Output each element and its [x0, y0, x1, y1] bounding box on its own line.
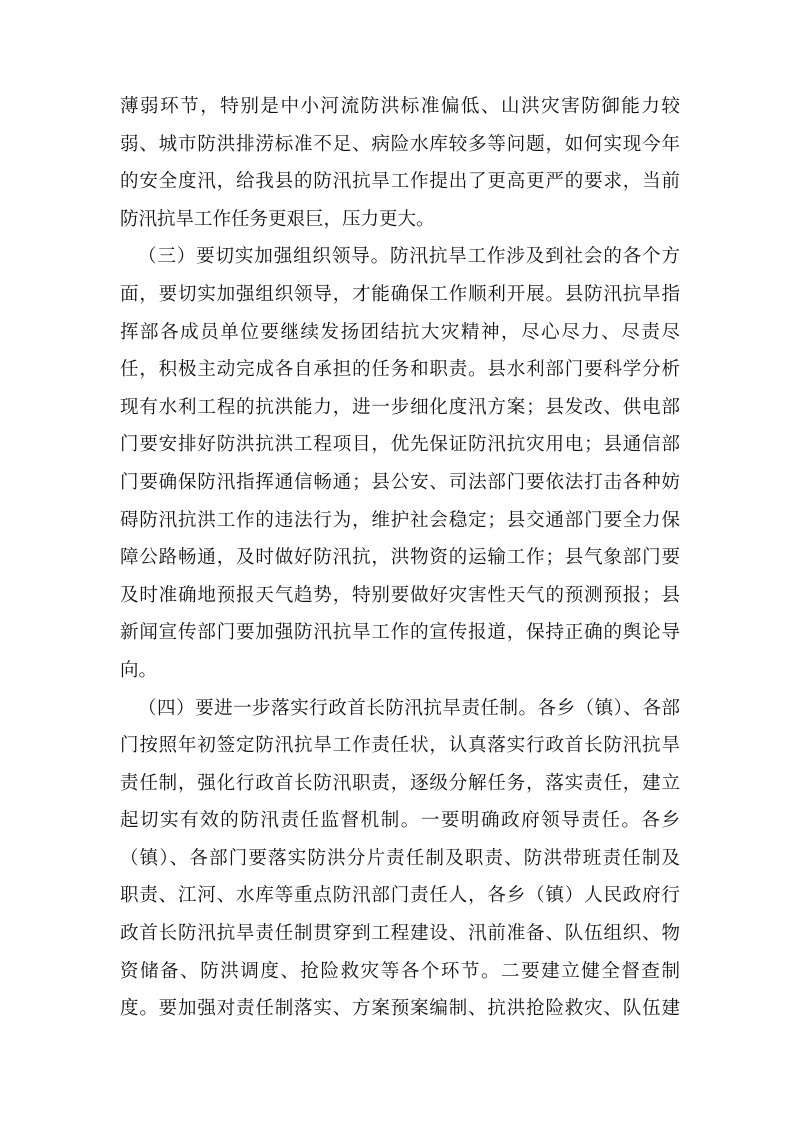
text-line: 挥部各成员单位要继续发扬团结抗大灾精神，尽心尽力、尽责尽	[120, 321, 680, 343]
text-line: 资储备、防洪调度、抢险救灾等各个环节。二要建立健全督查制	[120, 960, 680, 982]
text-line: 及时准确地预报天气趋势，特别要做好灾害性天气的预测预报；县	[120, 584, 680, 606]
text-line: 障公路畅通，及时做好防汛抗，洪物资的运输工作；县气象部门要	[120, 547, 680, 569]
document-body	[120, 88, 680, 1028]
text-line: 责任制，强化行政首长防汛职责，逐级分解任务，落实责任，建立	[120, 772, 680, 794]
text-line: （三）要切实加强组织领导。防汛抗旱工作涉及到社会的各个方	[138, 246, 680, 268]
text-line: 门要确保防汛指挥通信畅通；县公安、司法部门要依法打击各种妨	[120, 471, 680, 493]
text-line: 门要安排好防洪抗洪工程项目，优先保证防汛抗灾用电；县通信部	[120, 434, 680, 456]
text-line: （四）要进一步落实行政首长防汛抗旱责任制。各乡（镇）、各部	[138, 697, 680, 719]
text-line: 起切实有效的防汛责任监督机制。一要明确政府领导责任。各乡	[120, 810, 680, 832]
text-line: 的安全度汛，给我县的防汛抗旱工作提出了更高更严的要求，当前	[120, 171, 680, 193]
text-line: 面，要切实加强组织领导，才能确保工作顺利开展。县防汛抗旱指	[120, 283, 680, 305]
text-line: 弱、城市防洪排涝标准不足、病险水库较多等问题，如何实现今年	[120, 133, 680, 155]
text-line: 碍防汛抗洪工作的违法行为，维护社会稳定；县交通部门要全力保	[120, 509, 680, 531]
text-line: 门按照年初签定防汛抗旱工作责任状，认真落实行政首长防汛抗旱	[120, 735, 680, 757]
text-line: 任，积极主动完成各自承担的任务和职责。县水利部门要科学分析	[120, 359, 680, 381]
text-line: 薄弱环节，特别是中小河流防洪标准偏低、山洪灾害防御能力较	[120, 96, 680, 117]
text-line: 现有水利工程的抗洪能力，进一步细化度汛方案；县发改、供电部	[120, 396, 680, 418]
text-line: 职责、江河、水库等重点防汛部门责任人，各乡（镇）人民政府行	[120, 885, 680, 907]
text-line: 向。	[120, 659, 158, 681]
text-line: 防汛抗旱工作任务更艰巨，压力更大。	[120, 208, 435, 230]
text-line: （镇）、各部门要落实防洪分片责任制及职责、防洪带班责任制及	[120, 847, 680, 869]
text-line: 新闻宣传部门要加强防汛抗旱工作的宣传报道，保持正确的舆论导	[120, 622, 680, 644]
text-line: 度。要加强对责任制落实、方案预案编制、抗洪抢险救灾、队伍建	[120, 998, 680, 1020]
text-line: 政首长防汛抗旱责任制贯穿到工程建设、汛前准备、队伍组织、物	[120, 923, 680, 945]
